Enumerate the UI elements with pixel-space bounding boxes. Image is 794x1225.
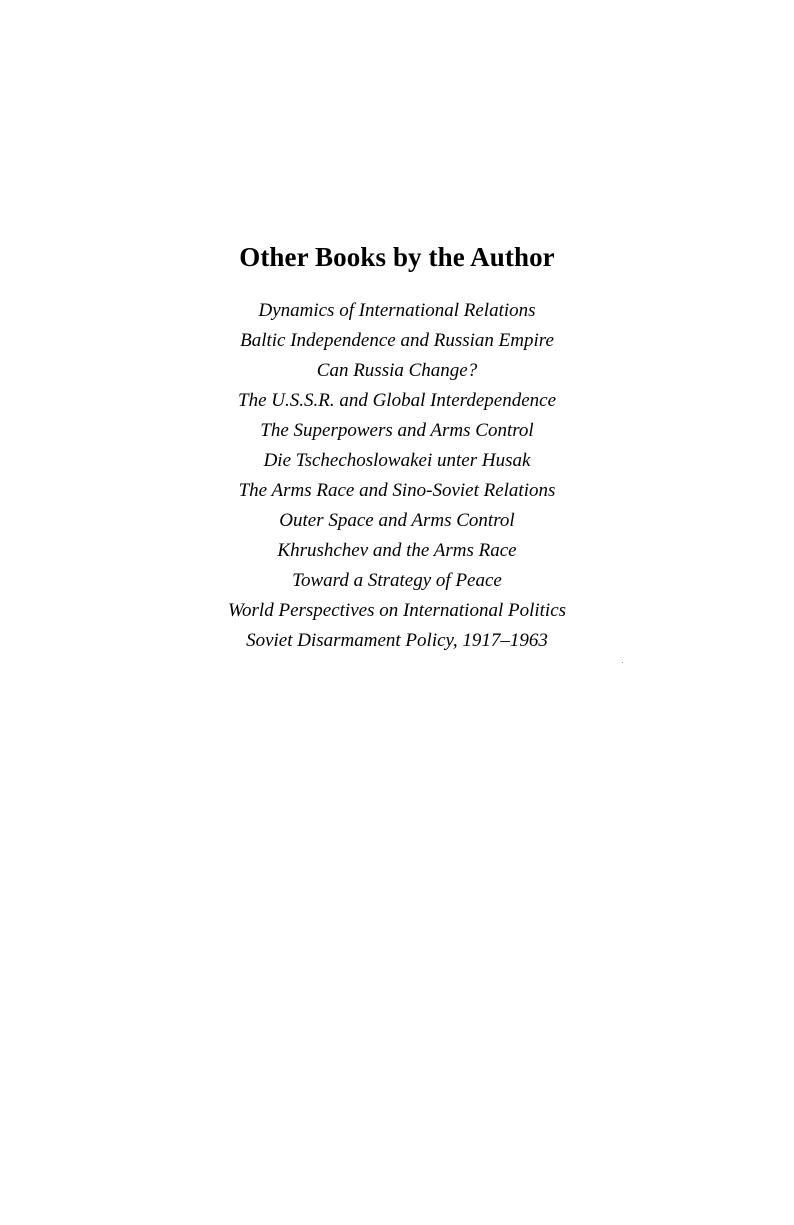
book-title: Toward a Strategy of Peace bbox=[292, 570, 502, 591]
book-title: Baltic Independence and Russian Empire bbox=[240, 330, 554, 351]
book-title: The Superpowers and Arms Control bbox=[260, 420, 534, 441]
book-list bbox=[0, 296, 794, 656]
book-title: Khrushchev and the Arms Race bbox=[277, 540, 517, 561]
book-title: The U.S.S.R. and Global Interdependence bbox=[238, 390, 556, 411]
book-title: Outer Space and Arms Control bbox=[279, 510, 515, 531]
book-title: Soviet Disarmament Policy, 1917–1963 bbox=[246, 630, 548, 651]
book-title: Die Tschechoslowakei unter Husak bbox=[263, 450, 531, 471]
book-title: Dynamics of International Relations bbox=[258, 300, 536, 321]
page-heading: Other Books by the Author bbox=[239, 242, 555, 272]
scan-speck bbox=[622, 662, 623, 663]
book-title: World Perspectives on International Politics bbox=[227, 600, 567, 621]
book-title: The Arms Race and Sino-Soviet Relations bbox=[238, 480, 556, 501]
book-title: Can Russia Change? bbox=[316, 360, 478, 381]
